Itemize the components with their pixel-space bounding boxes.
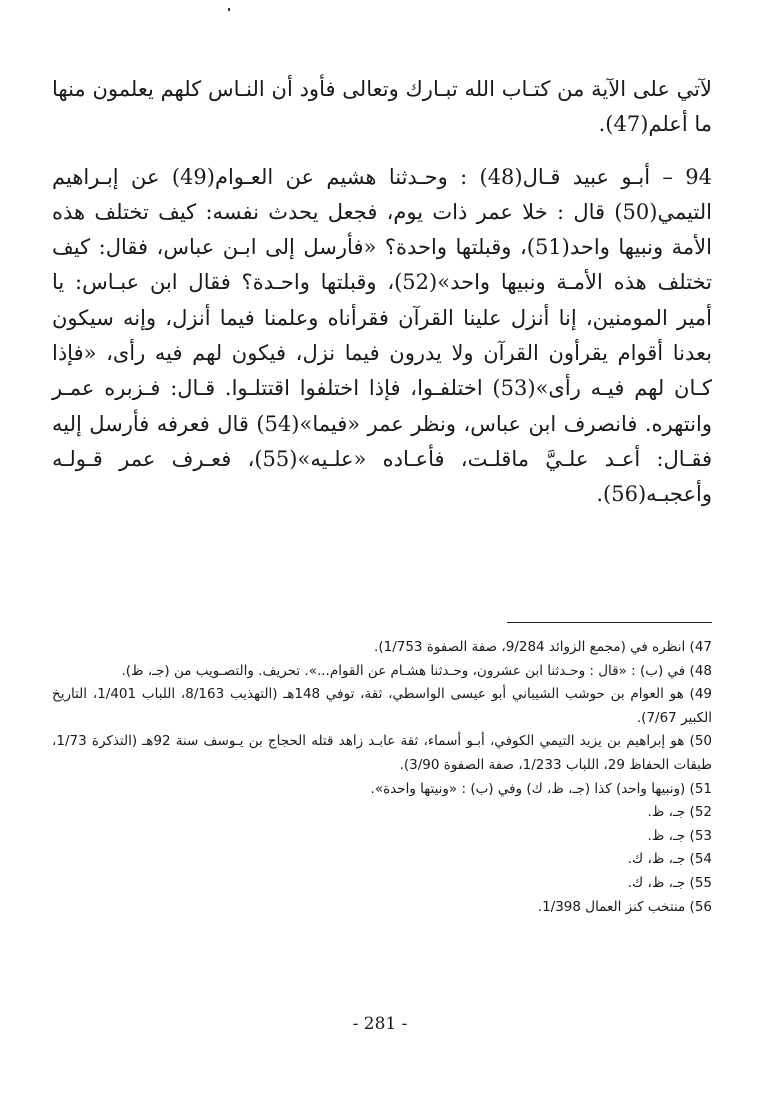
footnote-48: 48) في (ب) : «قال : وحـدثنا ابن عشرون، وحـدثنا هشـام عن القوام...». تحريف. والتصـويب من (جـ، ظ). — [121, 662, 712, 679]
footnote-47: 47) انظره في (مجمع الزوائد 9/284، صفة الصفوة 1/753). — [374, 639, 712, 655]
footnote-54: 54) جـ، ظ، ك. — [627, 851, 712, 868]
page-number: - 281 - — [352, 1014, 408, 1034]
main-text — [52, 72, 712, 530]
footnote-53: 53) جـ، ظ. — [647, 827, 712, 844]
scan-speck — [228, 8, 230, 11]
footnote-50: 50) هو إبراهيم بن يزيد التيمي الكوفي، أبـو أسماء، ثقة عابـد زاهد قتله الحجاج بن يـوسف سنة 92هـ (التذكرة 1/73، طبقات الحفاظ 29، اللباب 1/233، صفة الصفوة 3/90). — [52, 733, 712, 773]
footnote-51: 51) (ونبيها واحد) كذا (جـ، ظ، ك) وفي (ب) : «ونيتها واحدة». — [370, 780, 712, 797]
footnote-49: 49) هو العوام بن حوشب الشيباني أبو عيسى الواسطي، ثقة، توفي 148هـ (التهذيب 8/163، اللباب 1/401، التاريخ الكبير 7/67). — [52, 686, 713, 726]
paragraph-94: 94 – أبـو عبيد قـال(48) : وحـدثنا هشيم عن العـوام(49) عن إبـراهيم التيمي(50) قال : خلا عمر ذات يوم، فجعل يحدث نفسه: كيف تختلف هذه الأمة ونبيها واحد(51)، وقبلتها واحدة؟ «فأرسل إلى ابـن عباس، فقال: كيف تختلف هذه الأمـة ونبيها واحد»(52)، وقبلتها واحـدة؟ فقال ابن عبـاس: يا أمير المومنين، إنا أنزل علينا القرآن فقرأناه وعلمنا فيما أنزل، وإنه سيكون بعدنا أقوام يقرأون القرآن ولا يدرون فيما نزل، فيكون لهم فيه رأى، «فإذا كـان لهم فيـه رأى»(53) اختلفـوا، فإذا اختلفوا اقتتلـوا. قـال: فـزبره عمـر وانتهره. فانصرف ابن عباس، ونظر عمر «فيما»(54) قال فعرفه فأرسل إليه فقـال: أعـد علـيَّ ماقلـت، فأعـاده «علـيه»(55)، فعـرف عمر قـولـه وأعجبـه(56). — [52, 164, 713, 507]
footnote-56: 56) منتخب كنز العمال 1/398. — [537, 898, 712, 915]
footnote-52: 52) جـ، ظ. — [647, 804, 712, 821]
footnote-separator — [507, 622, 712, 623]
paragraph-1: لآتي على الآية من كتـاب الله تبـارك وتعالى فأود أن النـاس كلهم يعلمون منها ما أعلم(47). — [52, 77, 712, 137]
footnotes — [52, 636, 712, 919]
footnote-55: 55) جـ، ظ، ك. — [627, 874, 712, 891]
